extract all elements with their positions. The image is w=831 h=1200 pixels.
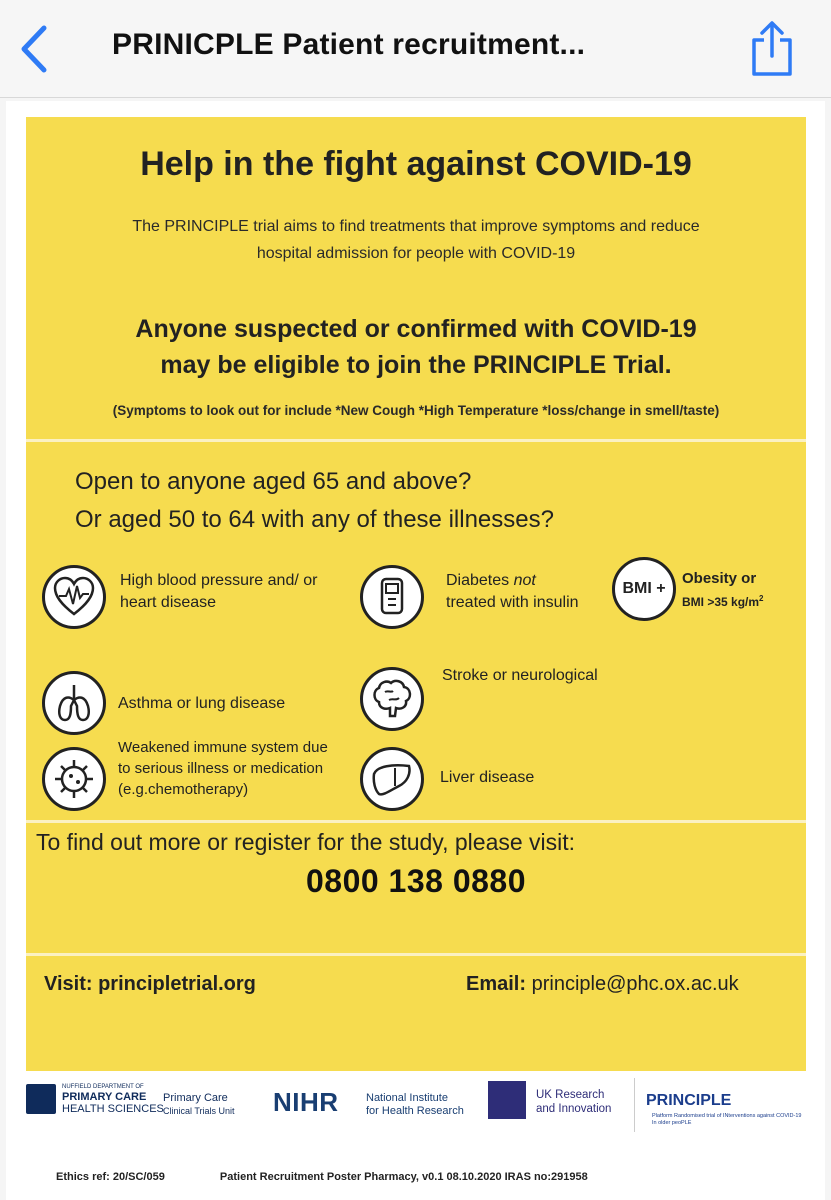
illness-label: Stroke or neurological	[442, 667, 598, 684]
virus-icon	[42, 747, 106, 811]
illness-label	[446, 570, 579, 614]
liver-icon	[360, 747, 424, 811]
illness-text: BMI >35 kg/m	[682, 595, 760, 609]
illness-label: Liver disease	[440, 769, 535, 786]
logo-line: and Innovation	[536, 1103, 612, 1115]
intro-line: hospital admission for people with COVID-19	[256, 245, 576, 262]
poster-info: Patient Recruitment Poster Pharmacy, v0.1 08.10.2020 IRAS no:291958	[219, 1171, 588, 1183]
lungs-icon	[42, 671, 106, 735]
illness-label: Asthma or lung disease	[118, 695, 286, 712]
nihr-logo: NIHR	[273, 1087, 339, 1117]
logo-line: UK Research	[536, 1089, 605, 1101]
phone-number[interactable]: 0800 138 0880	[305, 863, 527, 899]
question-line: Open to anyone aged 65 and above?	[75, 468, 472, 495]
oxford-logo-text	[62, 1084, 164, 1115]
ethics-ref: Ethics ref: 20/SC/059	[56, 1171, 165, 1183]
email-label: Email:	[466, 973, 527, 995]
back-button[interactable]	[14, 24, 54, 74]
poster-headline: Help in the fight against COVID-19	[140, 145, 692, 183]
find-more-text: To find out more or register for the study, please visit:	[36, 829, 576, 855]
logo-line: NUFFIELD DEPARTMENT OF	[62, 1084, 144, 1090]
symptoms-note: (Symptoms to look out for include *New Cough *High Temperature *loss/change in smell/taste)	[112, 403, 720, 418]
oxford-crest-icon	[26, 1084, 56, 1114]
recruitment-poster	[26, 117, 806, 1071]
chevron-left-icon	[14, 24, 54, 74]
logo-line: HEALTH SCIENCES	[62, 1103, 164, 1115]
brain-icon	[360, 667, 424, 731]
nihr-logo-text	[366, 1092, 464, 1118]
illness-text: Diabetes	[446, 572, 514, 589]
principle-logo-subtitle: Platform Randomised trial of INterventions against COVID-19 In older peoPLE	[652, 1113, 802, 1126]
illness-label	[682, 569, 763, 612]
poster-intro	[66, 213, 766, 267]
sponsor-logos	[26, 1076, 806, 1136]
section-divider	[26, 439, 806, 442]
illness-line: Weakened immune system due	[118, 739, 328, 756]
illness-emphasis: not	[513, 572, 536, 589]
illness-line: to serious illness or medication	[118, 760, 324, 777]
illness-line	[446, 570, 579, 592]
intro-line: The PRINCIPLE trial aims to find treatments that improve symptoms and reduce	[132, 218, 700, 235]
logo-line: Clinical Trials Unit	[163, 1106, 235, 1116]
age-question	[75, 463, 775, 539]
navigation-bar	[0, 0, 831, 98]
document-title: PRINICPLE Patient recruitment...	[112, 28, 586, 61]
ukri-logo-icon	[488, 1081, 526, 1119]
illness-line: Obesity or	[682, 570, 757, 587]
logo-divider	[634, 1078, 635, 1132]
ukri-logo-text	[536, 1088, 611, 1116]
illness-line: High blood pressure and/ or	[120, 572, 318, 589]
illness-line: heart disease	[120, 594, 217, 611]
website-link[interactable]: Visit: principletrial.org	[44, 973, 256, 995]
question-line: Or aged 50 to 64 with any of these illnesses?	[75, 506, 554, 533]
heart-icon	[42, 565, 106, 629]
share-icon	[748, 20, 796, 78]
email-address[interactable]: principle@phc.ox.ac.uk	[531, 973, 739, 995]
illness-label	[118, 737, 328, 800]
share-button[interactable]	[748, 20, 796, 78]
document-page[interactable]	[6, 101, 825, 1200]
eligibility-line: may be eligible to join the PRINCIPLE Trial.	[160, 351, 672, 379]
glucose-meter-icon	[360, 565, 424, 629]
footer	[56, 1171, 816, 1183]
principle-logo: PRINCIPLE	[646, 1092, 732, 1109]
pctu-logo-text	[163, 1092, 235, 1118]
bmi-icon: BMI +	[612, 557, 676, 621]
eligibility-line: Anyone suspected or confirmed with COVID-19	[135, 315, 697, 343]
illness-line: treated with insulin	[446, 594, 579, 611]
illness-line: (e.g.chemotherapy)	[118, 781, 249, 798]
logo-line: National Institute	[366, 1092, 448, 1104]
logo-line: PRIMARY CARE	[62, 1091, 147, 1103]
illness-label	[120, 570, 317, 614]
logo-line: Primary Care	[163, 1092, 228, 1104]
eligibility-heading	[46, 311, 786, 383]
section-divider	[26, 953, 806, 956]
logo-line: for Health Research	[366, 1105, 464, 1117]
section-divider	[26, 820, 806, 823]
email-contact[interactable]	[466, 973, 739, 996]
superscript: 2	[759, 594, 764, 603]
illness-line	[682, 589, 763, 612]
